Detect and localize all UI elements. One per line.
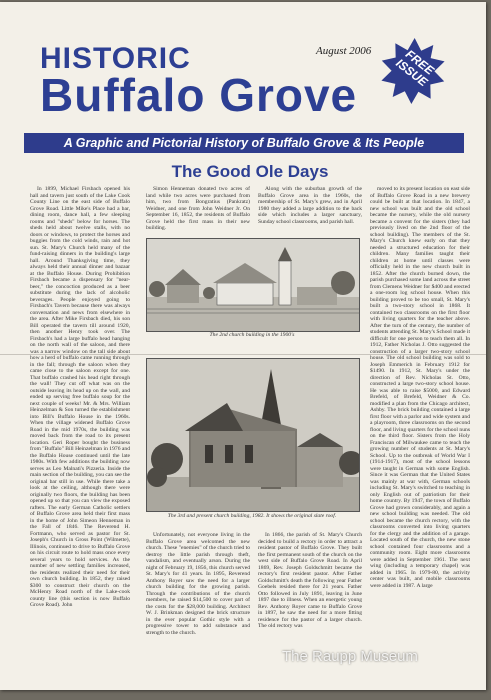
subtitle-banner: A Graphic and Pictorial History of Buffalo Grove & Its People [24, 133, 464, 153]
photo-caption-1900s: The 2nd church building in the 1900's [209, 332, 295, 338]
article-column-3-top [258, 186, 362, 236]
article-column-4 [370, 186, 470, 672]
museum-watermark: The Raupp Museum [282, 648, 418, 665]
church-1982-image [147, 359, 359, 511]
free-issue-badge [364, 22, 462, 120]
article-headline: The Good Ole Days [171, 162, 329, 181]
church-photo-1982 [146, 358, 360, 512]
article-column-2-top [146, 186, 250, 236]
masthead-historic: HISTORIC [40, 42, 191, 75]
article-column-1 [30, 186, 130, 652]
column-2-bottom-text: Unfortunately, not everyone living in the Buffalo Grove area welcomed the new church. These "enemies" of the church tried to destroy the little parish through theft, vandalism, and eventually arson. During the night of February 19, 1856, this church served St. Mary's for 41 years. In 1895, Reverend Anthony Royer saw the need for a larger church building for the growing parish. Through the contributions of the church members, he raised $14,500 to cover part of the costs for the $28,000 building. Architect W. J. Brinkman designed the brick structure in the ever popular Gothic style with a progressive tower to add substance and strength to the church. [146, 532, 250, 636]
issue-date: August 2006 [316, 45, 372, 57]
church-photo-1900s [146, 238, 360, 332]
column-3-bottom-text: In 1866, the parish of St. Mary's Church decided to build a rectory in order to attract a resident pastor of Buffalo Grove. They built the first permanent south of the church on the west side of Buffalo Grove Road. In April 1869, Rev. Joseph Goldschmitt became the rectory's first resident pastor. After Father Goldschmitt's death the following year Father Goebels resided there for 21 years. Father Otto followed in July 1891, leaving in June 1897 due to illness. When an energetic young Rev. Anthony Royer came to Buffalo Grove in 1897, he saw the need for a more fitting residence for the pastor of a larger church. The old rectory was [258, 532, 362, 629]
column-2-top-text: Simon Henneman donated two acres of land while two acres were purchased from him, two from Bongratius (Pankratz) Weidner, and one from John Weidner Jr. On September 16, 1852, the residents of Buffalo Grove held the first mass in their new building. [146, 186, 250, 231]
newspaper-page [0, 2, 486, 690]
church-1900s-image [147, 239, 359, 331]
column-4-text: moved to its present location on east side of Buffalo Grove Road in a new brewery could be built at that location. In 1847, a new school was built and the old school became the nursery, while the old nursery became a convent for the sisters (they had previously lived on the 2nd floor of the school building). The members of the St. Mary's Church knew early on that they needed a structured education for their children. Many families taught their children at home until classes were officially held in the new church built in 1852. After the church burned down, the parish purchased some land across the street from Clemens Weidner for $400 and erected a one-room log school house. When this building proved to be too small, St. Mary's built a two-story school in 1868. It contained two classrooms on the first floor with living quarters for the teacher above. After the turn of the century, the number of students attending St. Mary's School made it difficult for one person to teach them all. In 1912, Father Nicholas J. Otto suggested the construction of a larger two-story school house. The old school building was sold to Joseph Emmerich in February 1912 for $1490. In 1912, St. Mary's under the direction of Rev. Nicholas St. Otto, constructed a large two-story school house. He was able to raise $5000, and Edward Brefeld, of Brefeld, Weidner & Co. modified a plan from the Chicago architect, Ashby. The brick building contained a large first floor with a parlor and wide system and a playroom, three classrooms on the second floor, and living quarters for the school nuns on the third floor. Sisters from the Holy Franciscan of Milwaukee came to teach the growing number of students at St. Mary's School. Up to the outbreak of World War I (1914-1917), most of the school lessons were taught in German with some English. Since it was German that the United States was mainly at war with, German schools including St. Mary's switched to teaching in only English out of patriotism for their home country. By 1947, the town of Buffalo Grove had grown considerably, and again a new school building was needed. The old school became the church rectory, with the classrooms converted into living quarters for the clergy and the addition of a garage. Located south of the church, the new stone school contained four classrooms and a community room. Eight more classrooms were added in September 1961. The next wing (including a temporary chapel) was added in 1965. In 1979-80, the activity center was built, and mobile classrooms were added in 1987. A large [370, 186, 470, 589]
column-3-top-text: Along with the suburban growth of the Buffalo Grove area in the 1960s, the membership of St. Mary's grew, and in April 1980 they added a large addition to the back side which includes a larger sanctuary, Sunday school classrooms, and parish hall. [258, 186, 362, 225]
free-issue-text: FREE ISSUE [393, 46, 437, 90]
masthead-title: Buffalo Grove [40, 69, 358, 121]
photo-caption-1982: The 3rd and present church building, 1982. It shows the original slate roof. [167, 513, 337, 519]
column-1-text: In 1899, Michael Firsbach opened his hall and tavern just south of the Lake Cook County Line on the east side of Buffalo Grove Road. Little Mike's Place had a bar, dining room, dance hall, a few sleeping rooms and "sheds" below for horses. The sheds held about twelve stalls, with no doors or windows, to protect the horses and buggies from the cold winds, rain and hot sun. St. Mary's Church held many of the fund-raising dinners in the building's large hall. Around Thanksgiving time, they always held their annual dinner and bazaar at the Buffalo House. During Prohibition Firsbach became a dispensary for "near-beer," the concoction produced as a beer substitute during the lack of alcoholic beverages. People enjoyed going to Firsbach's Tavern because there was always conversation and news from elsewhere in the area. After Mike Firsbach died, his son Bill operated the tavern till around 1920, then another Henry took over. The Firsbach's had a large buffalo head hanging on the north wall of the saloon, and there was a narrow window on the tall side about how a herd of buffalo came running through in the fall; through the saloon when they came close to the saloon except for one. That buffalo crashed his head right through the wall! They cut off what was on the outside leaving its head up on the wall, and ended up serving free buffalo soup for the next couple of weeks! Mr. & Mrs. William Heinzelman & Son turned the establishment into Bill's Buffalo House in the 1960s. When the village widened Buffalo Grove Road in the mid 1970s, the building was moved back from the road to its present location. Geri Roper bought the business from "Buffalo" Bill Heinzelman in 1976 and the Buffalo House continued until the late 1980s. With few additions the building now serves as Leo Malnati's Pizzeria. Inside the main section of the building, you can see the original bar still in use. While there take a look at the ceiling, although there were originally two floors, the building has been opened up so that you can view the exposed rafters. The early German Catholic settlers of Buffalo Grove area held their first mass in the home of John Simeon Henneman in the Fall of 1846. The Reverend H. Fortmann, who served as pastor for St. Joseph's Church in Gross Point (Wilmette), Illinois, continued to drive to Buffalo Grove on his circuit route to hold mass once every several years to hold services. As the number of new settling families increased, the residents realized their need for their own church building. In 1852, they raised $300 to construct their church on the McHenry Road north of the Lake-cook county line (this section is now Buffalo Grove Road). John [30, 186, 130, 608]
article-column-2-bottom [146, 532, 250, 672]
